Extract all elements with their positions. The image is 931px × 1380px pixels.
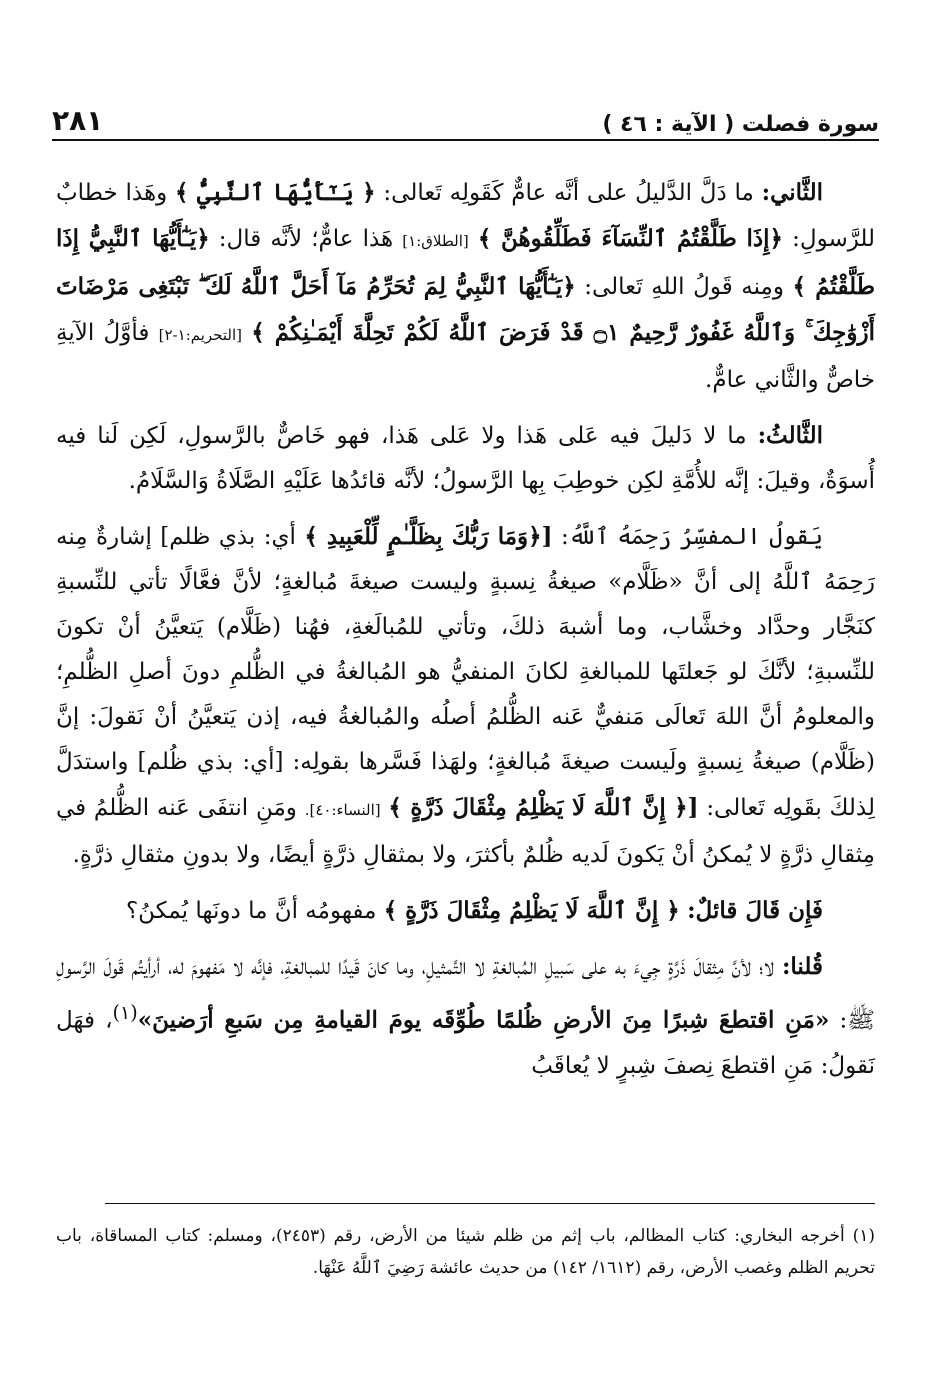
footnotes [56, 1220, 875, 1284]
paragraph-lead: فَإِن قَالَ قائلٌ: [687, 897, 823, 924]
paragraph-third [56, 413, 875, 504]
paragraph-lead: قُلنا: [781, 953, 823, 980]
paragraph-objection [56, 888, 875, 934]
text-run: ومِنه قَولُ اللهِ تَعالى: [584, 274, 784, 300]
running-head: سورة فصلت ( الآية : ٤٦ ) [602, 112, 879, 137]
page-header [52, 95, 879, 137]
text-run: لا؛ لأنَّ مِثقالَ ذَرَّةٍ جِيءَ به على سَبيلِ المُبالغةِ لا التَّمثيلِ، وما كانَ قَيدًا للمبالغةِ، فإنَّه لا مَفهومَ له، أرأيتُم قَولَ الرَّسولِ ﷺ: [56, 954, 876, 1034]
quran-verse: ﴿ إِنَّ ٱللَّهَ لَا يَظْلِمُ مِثْقَالَ ذَرَّةٍ ﴾ [383, 897, 680, 924]
text-run: وهَذا خطابٌ للرَّسولِ: [56, 180, 876, 252]
paragraph-commentary [56, 514, 875, 878]
paragraph-lead: الثَّاني: [761, 179, 824, 206]
text-run: ما دَلَّ الدَّليلُ على أنَّه عامٌّ كَقَولِه تَعالى: [383, 180, 754, 206]
header-rule [52, 139, 879, 141]
quran-verse: [﴿وَمَا رَبُّكَ بِظَلَّـٰمٍ لِّلْعَبِيدِ ﴾ [304, 523, 553, 550]
page-number: ٢٨١ [52, 104, 104, 137]
text-run: فأوَّلُ الآيةِ خاصٌّ والثَّاني عامٌّ. [56, 320, 875, 393]
quran-verse: ﴿ يَـٰٓأَيُّهَا ٱلنَّبِيُّ ﴾ [175, 179, 376, 206]
footnote-marker[interactable]: (١) [112, 1001, 138, 1024]
text-run: ومَنِ انتفَى عَنه الظُّلمُ في مِثقالِ ذرَّةٍ لا يُمكنُ أنْ يَكونَ لَديه ظُلمٌ بأكثرَ، ولا بمثقالِ ذرَّةٍ أيضًا، ولا بدونِ مثقالِ ذرَّةٍ. [56, 795, 875, 868]
verse-reference: [النساء:٤٠]. [304, 801, 381, 819]
footnote-rule [105, 1203, 875, 1204]
hadith-quote: «مَنِ اقتطعَ شِبرًا مِنَ الأرضِ ظُلمًا طُوِّقَه يومَ القيامةِ مِن سَبعِ أرَضينَ» [137, 1006, 830, 1034]
verse-reference: [الطلاق:١] [402, 232, 469, 250]
text-run: مفهومُه أنَّ ما دونَها يُمكنُ؟ [125, 898, 377, 924]
text-run: أي: بذي ظلم] إشارةٌ مِنه رَحِمَهُ ٱللَّهُ إلى أنَّ «ظَلَّام» صيغةُ نِسبةٍ وليست صيغةَ مُبالغةٍ؛ لأنَّ فعَّالًا تأتي للنِّسبةِ كنَجَّار وحدَّاد وخشَّاب، وما أشبهَ ذلكَ، وتأتي للمُبالَغةِ، فهُنا (ظَلَّام) يَتعيَّنُ أنْ تكونَ للنِّسبةِ؛ لأنَّكَ لو جَعلتَها للمبالغةِ لكانَ المنفيُّ هو المُبالغةُ في الظُّلمِ دونَ أصلِ الظُّلمِ؛ والمعلومُ أنَّ اللهَ تَعالَى مَنفيٌّ عَنه الظُّلمُ أصلُه والمُبالغةُ فيه، إذن يَتعيَّنُ أنْ نَقولَ: إنَّ (ظَلَّام) صيغةُ نِسبةٍ ولَيست صيغةَ مُبالغةٍ؛ ولهَذا فَسَّرها بقولِه: [أي: بذي ظُلم] واستدَلَّ لِذلكَ بقَولِه تَعالى: [56, 524, 876, 821]
verse-reference: [التحريم:١-٢] [158, 326, 242, 344]
footnote-1: (١) أخرجه البخاري: كتاب المظالم، باب إثم من ظلم شيئا من الأرض، رقم (٢٤٥٣)، ومسلم: كتاب المساقاة، باب تحريم الظلم وغصب الأرض، رقم (١٦١٢/ ١٤٢) من حديث عائشة رَضِيَ ٱللَّهُ عَنْهَا. [56, 1226, 876, 1278]
quran-verse: ﴿يَـٰٓأَيُّهَا ٱلنَّبِيُّ لِمَ تُحَرِّمُ مَآ أَحَلَّ ٱللَّهُ لَكَ ۖ تَبْتَغِى مَرْضَاتَ أَزْوَٰجِكَ ۚ وَٱللَّهُ غَفُورٌ رَّحِيمٌ ۝١ قَدْ فَرَضَ ٱللَّهُ لَكُمْ تَحِلَّةَ أَيْمَـٰنِكُمْ ﴾ [56, 273, 875, 346]
quran-verse: [﴿ إِنَّ ٱللَّهَ لَا يَظْلِمُ مِثْقَالَ ذَرَّةٍ ﴾ [388, 794, 699, 821]
text-run: ما لا دَليلَ فيه عَلى هَذا ولا عَلى هَذا، فهو خَاصٌّ بالرَّسولِ، لَكِن لَنا فيه أُسوَةٌ، وقيلَ: إنَّه للأُمَّةِ لكِن خوطِبَ بِها الرَّسولُ؛ لأنَّه قائدُها عَلَيْهِ الصَّلَاةُ وَالسَّلَامُ. [56, 423, 875, 494]
quran-verse: ﴿إِذَا طَلَّقْتُمُ ٱلنِّسَآءَ فَطَلِّقُوهُنَّ ﴾ [477, 225, 784, 252]
text-run: يَقولُ المفسِّرُ رَحِمَهُ ٱللَّهُ: [560, 524, 824, 550]
paragraph-answer [56, 944, 875, 1089]
paragraph-second [56, 170, 875, 403]
quran-verse: ﴿يَـٰٓأَيُّهَا ٱلنَّبِيُّ إِذَا طَلَّقْتُمُ ﴾ [56, 225, 875, 300]
text-run: ، فهَل نَقولُ: مَنِ اقتطعَ نِصفَ شِبرٍ لا يُعاقَبُ [56, 1007, 875, 1079]
text-run: هَذا عامٌّ؛ لأنَّه قال: [218, 226, 394, 252]
paragraph-lead: الثَّالثُ: [757, 422, 823, 449]
main-text [56, 170, 875, 1099]
